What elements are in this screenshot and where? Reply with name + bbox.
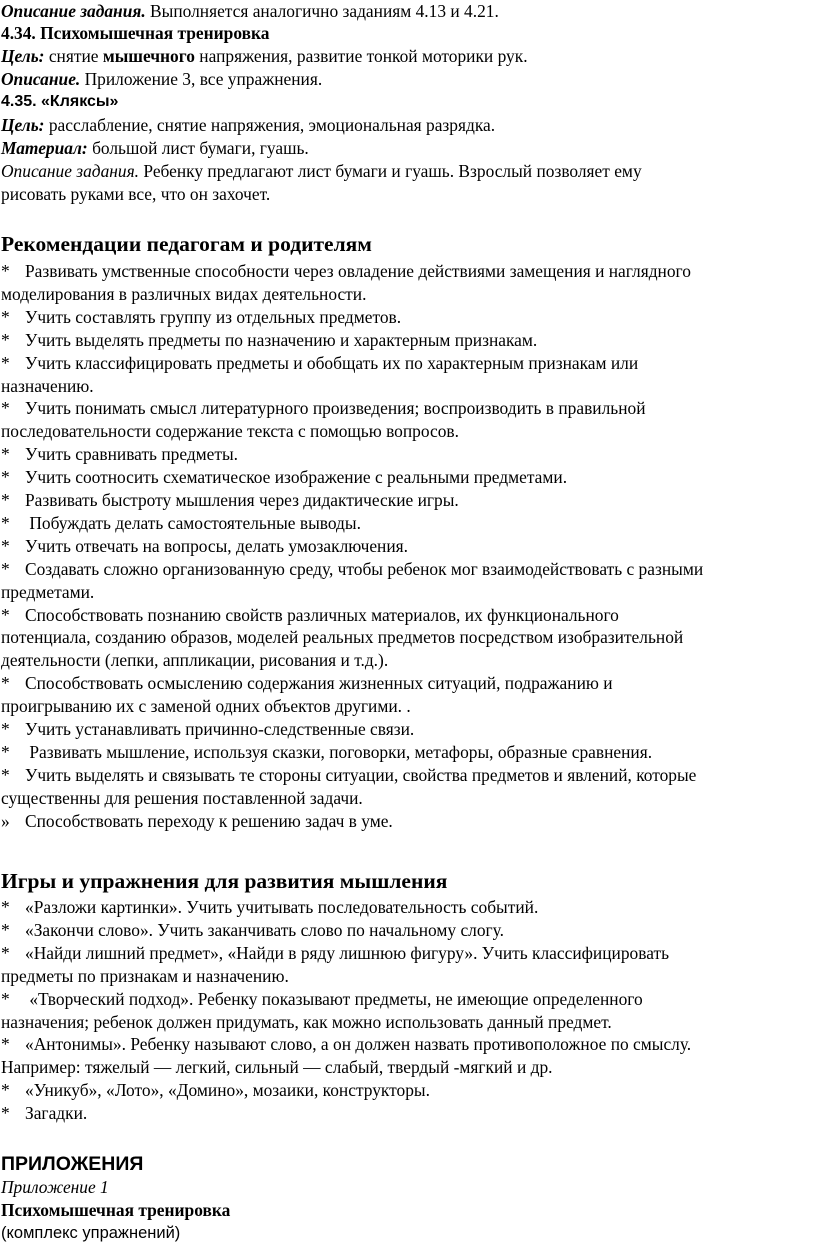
- exercise-task-line: рисовать руками все, что он захочет.: [1, 184, 271, 204]
- bullet-marker: *: [1, 741, 10, 762]
- list-item-text: Способствовать переходу к решению задач в уме.: [25, 810, 393, 831]
- list-item: [1, 1079, 430, 1101]
- list-item: [1, 672, 613, 694]
- list-item-text: «Антонимы». Ребенку называют слово, а он должен назвать противоположное по смыслу.: [25, 1034, 692, 1055]
- list-item-text: Загадки.: [25, 1103, 88, 1124]
- bullet-marker: *: [1, 558, 10, 579]
- bullet-marker: *: [1, 1034, 10, 1055]
- appendix-note: (комплекс упражнений): [1, 1224, 181, 1242]
- bullet-marker: *: [1, 1080, 10, 1101]
- bullet-marker: *: [1, 512, 10, 533]
- list-item-text: Развивать быстроту мышления через дидактические игры.: [25, 490, 459, 510]
- bullet-marker: *: [1, 444, 10, 465]
- list-item-continuation: [1, 1056, 553, 1078]
- appendix-title: Психомышечная тренировка: [1, 1200, 231, 1220]
- exercise-description-line: Описание. Приложение 3, все упражнения.: [1, 69, 323, 89]
- list-item-text: последовательности содержание текста с помощью вопросов.: [1, 421, 459, 442]
- list-item-text: Учить классифицировать предметы и обобщать их по характерным признакам или: [25, 352, 639, 373]
- list-item: [1, 718, 414, 740]
- list-item: [1, 329, 537, 351]
- list-item: [1, 535, 408, 557]
- list-item-text: Учить сравнивать предметы.: [25, 444, 239, 465]
- list-item-text: «Найди лишний предмет», «Найди в ряду лишнюю фигуру». Учить классифицировать: [25, 942, 670, 963]
- list-item: [1, 1102, 87, 1124]
- list-item-continuation: [1, 283, 366, 305]
- list-item-text: Побуждать делать самостоятельные выводы.: [25, 512, 361, 533]
- list-item-text: потенциала, созданию образов, моделей реальных предметов посредством изобразительной: [1, 627, 684, 648]
- list-item-text: моделирования в различных видах деятельности.: [1, 283, 367, 304]
- list-item: [1, 942, 669, 964]
- bullet-marker: *: [1, 719, 10, 739]
- list-item-text: Учить соотносить схематическое изображение с реальными предметами.: [25, 467, 568, 488]
- list-item-text: Учить отвечать на вопросы, делать умозаключения.: [25, 535, 409, 556]
- list-item: [1, 896, 538, 918]
- task-description-line: Описание задания. Выполняется аналогично заданиям 4.13 и 4.21.: [1, 1, 499, 21]
- list-item-text: Учить понимать смысл литературного произведения; воспроизводить в правильной: [25, 398, 646, 419]
- list-item-continuation: [1, 649, 388, 671]
- bullet-marker: *: [1, 261, 10, 281]
- list-item-text: существенны для решения поставленной задачи.: [1, 787, 363, 808]
- appendix-heading: ПРИЛОЖЕНИЯ: [1, 1153, 144, 1175]
- list-item-text: Развивать умственные способности через овладение действиями замещения и наглядного: [25, 261, 691, 281]
- appendix-subtitle: Приложение 1: [1, 1177, 109, 1197]
- list-item: [1, 919, 504, 941]
- list-item-text: деятельности (лепки, аппликации, рисования и т.д.).: [1, 650, 389, 671]
- list-item-continuation: [1, 420, 459, 442]
- bullet-marker: *: [1, 604, 10, 625]
- bullet-marker: *: [1, 1103, 10, 1124]
- list-item-text: Создавать сложно организованную среду, чтобы ребенок мог взаимодействовать с разными: [25, 558, 704, 579]
- list-item-continuation: [1, 581, 94, 603]
- exercise-goal-line: Цель: расслабление, снятие напряжения, эмоциональная разрядка.: [1, 115, 496, 135]
- list-item: [1, 558, 703, 580]
- list-item-text: Учить выделять и связывать те стороны ситуации, свойства предметов и явлений, которые: [25, 764, 697, 785]
- list-item: [1, 489, 459, 511]
- bullet-marker: *: [1, 764, 10, 785]
- bullet-marker: *: [1, 329, 10, 350]
- bullet-marker: *: [1, 919, 10, 940]
- list-item-text: предметы по признакам и назначению.: [1, 965, 289, 986]
- list-item-text: Способствовать осмыслению содержания жизненных ситуаций, подражанию и: [25, 673, 613, 694]
- exercise-title: 4.35. «Кляксы»: [1, 93, 119, 110]
- list-item-text: «Закончи слово». Учить заканчивать слово по начальному слогу.: [25, 919, 504, 940]
- bullet-marker: *: [1, 673, 10, 694]
- list-item: [1, 988, 643, 1010]
- list-item-text: «Творческий подход». Ребенку показывают предметы, не имеющие определенного: [25, 988, 643, 1009]
- list-item: [1, 443, 238, 465]
- list-item: [1, 741, 652, 763]
- list-item-continuation: [1, 626, 683, 648]
- list-item-continuation: [1, 375, 94, 397]
- bullet-marker: »: [1, 810, 10, 831]
- list-item-text: Развивать мышление, используя сказки, поговорки, метафоры, образные сравнения.: [25, 741, 653, 762]
- bullet-marker: *: [1, 988, 10, 1009]
- list-item: [1, 466, 567, 488]
- list-item-text: Способствовать познанию свойств различных материалов, их функционального: [25, 604, 619, 625]
- list-item-continuation: [1, 787, 363, 809]
- exercise-title: 4.34. Психомышечная тренировка: [1, 23, 270, 43]
- bullet-marker: *: [1, 467, 10, 488]
- bullet-marker: *: [1, 942, 10, 963]
- bullet-marker: *: [1, 897, 10, 917]
- list-item: [1, 352, 638, 374]
- list-item-text: Учить выделять предметы по назначению и характерным признакам.: [25, 329, 538, 350]
- list-item-text: проигрыванию их с заменой одних объектов другими. .: [1, 696, 411, 717]
- list-item-text: Учить составлять группу из отдельных предметов.: [25, 306, 402, 327]
- list-item-text: назначению.: [1, 375, 94, 396]
- list-item: [1, 764, 696, 786]
- bullet-marker: *: [1, 306, 10, 327]
- list-item: [1, 306, 401, 328]
- list-item: [1, 810, 393, 832]
- list-item: [1, 397, 646, 419]
- section-heading: Игры и упражнения для развития мышления: [1, 869, 448, 893]
- list-item-continuation: [1, 965, 289, 987]
- bullet-marker: *: [1, 352, 10, 373]
- exercise-goal-line: Цель: снятие мышечного напряжения, развитие тонкой моторики рук.: [1, 46, 528, 66]
- bullet-marker: *: [1, 490, 10, 510]
- list-item-text: «Разложи картинки». Учить учитывать последовательность событий.: [25, 897, 539, 917]
- list-item: [1, 260, 691, 282]
- list-item: [1, 512, 361, 534]
- list-item-continuation: [1, 695, 411, 717]
- list-item-text: назначения; ребенок должен придумать, как можно использовать данный предмет.: [1, 1011, 612, 1032]
- list-item-continuation: [1, 1011, 612, 1033]
- list-item-text: предметами.: [1, 581, 95, 602]
- section-heading: Рекомендации педагогам и родителям: [1, 232, 372, 256]
- list-item: [1, 1033, 691, 1055]
- bullet-marker: *: [1, 535, 10, 556]
- exercise-task-line: Описание задания. Ребенку предлагают лист бумаги и гуашь. Взрослый позволяет ему: [1, 161, 642, 181]
- list-item: [1, 604, 619, 626]
- list-item-text: «Уникуб», «Лото», «Домино», мозаики, конструкторы.: [25, 1080, 430, 1101]
- exercise-material-line: Материал: большой лист бумаги, гуашь.: [1, 138, 309, 158]
- list-item-text: Учить устанавливать причинно-следственные связи.: [25, 719, 415, 739]
- list-item-text: Например: тяжелый — легкий, сильный — слабый, твердый -мягкий и др.: [1, 1057, 553, 1078]
- bullet-marker: *: [1, 398, 10, 419]
